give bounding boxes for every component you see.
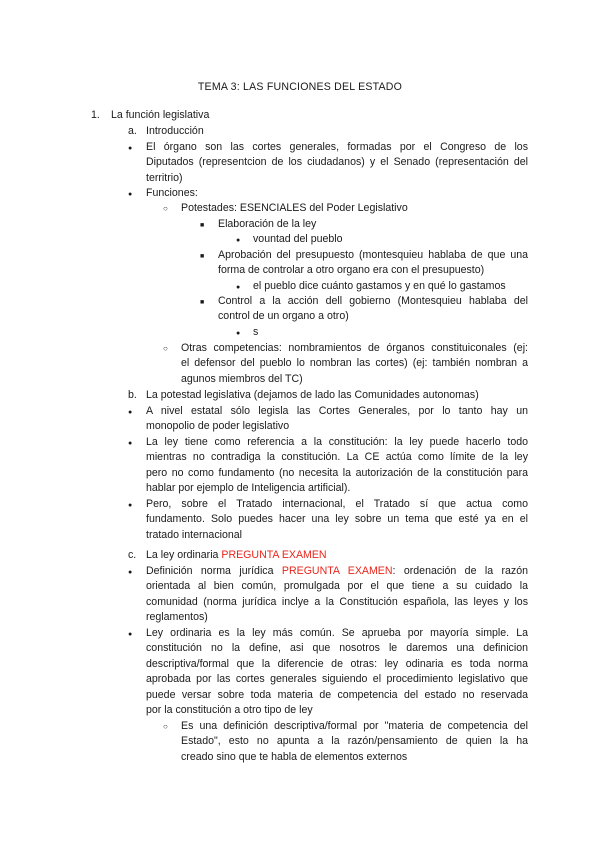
bullet-icon	[128, 140, 132, 156]
list-letter: c.	[128, 549, 137, 561]
list-item: el pueblo dice cuánto gastamos y en qué lo gastamos	[253, 280, 506, 292]
list-item: Elaboración de la ley	[218, 218, 317, 230]
paragraph: Es una definición descriptiva/formal por "materia de competencia del Estado", esto no apunta a la razón/pensamiento de quien la ha creado sino que te habla de elementos externos	[181, 720, 528, 763]
subsection-heading: La ley ordinaria PREGUNTA EXAMEN	[146, 549, 327, 561]
circle-bullet-icon	[163, 719, 168, 734]
circle-bullet-icon	[163, 341, 168, 356]
paragraph: La ley tiene como referencia a la constitución: la ley puede hacerlo todo mientras no contradiga la constitución. La CE actúa como límite de la ley pero no como fundamento (no necesita la autorización de la constitución para hablar por ejemplo de Inteligencia artificial).	[146, 436, 528, 495]
square-bullet-icon	[200, 294, 204, 310]
subsection-heading: La potestad legislativa (dejamos de lado las Comunidades autonomas)	[146, 389, 479, 401]
square-bullet-icon	[200, 217, 204, 233]
exam-tag: PREGUNTA EXAMEN	[221, 549, 327, 561]
paragraph: Pero, sobre el Tratado internacional, el Tratado sí que actua como fundamento. Solo puedes hacer una ley sobre un tema que esté ya en el tratado internacional	[146, 498, 528, 541]
bullet-icon	[128, 435, 132, 451]
bullet-icon	[128, 404, 132, 420]
paragraph: Definición norma jurídica PREGUNTA EXAMEN: ordenación de la razón orientada al bien común, promulgada por el que tiene a su cuidado la comunidad (norma jurídica inclye a la Constitución española, las leyes y los reglamentos)	[146, 565, 529, 624]
paragraph: Ley ordinaria es la ley más común. Se aprueba por mayoría simple. La constitución no la define, asi que nosotros le daremos una definicion descriptiva/formal que la diferencie de otras: ley odinaria es toda norma aprobada por las cortes generales siguiendo el procedimiento legislativo que puede versar sobre toda materia de competencia del estado no reservada por la constitución a otro tipo de ley	[146, 627, 528, 717]
square-bullet-icon	[200, 248, 204, 264]
bullet-icon	[128, 497, 132, 513]
bullet-icon	[236, 325, 240, 341]
bullet-icon	[128, 626, 132, 642]
list-number: 1.	[91, 109, 100, 121]
bullet-icon	[128, 186, 132, 202]
exam-tag: PREGUNTA EXAMEN	[281, 565, 393, 577]
bullet-icon	[236, 279, 240, 295]
list-item: s	[253, 326, 259, 338]
bullet-icon	[128, 564, 132, 580]
paragraph: Otras competencias: nombramientos de órganos constituiconales (ej: el defensor del pueblo lo nombran las cortes) (ej: también nombran a agunos miembros del TC)	[181, 342, 528, 385]
list-item: Funciones:	[146, 187, 198, 199]
paragraph: Aprobación del presupuesto (montesquieu hablaba de que una forma de controlar a otro organo era con el presupuesto)	[218, 249, 528, 277]
subsection-heading: Introducción	[146, 125, 204, 137]
list-letter: b.	[128, 389, 137, 401]
list-letter: a.	[128, 125, 137, 137]
paragraph: Control a la acción dell gobierno (Montesquieu hablaba del control de un organo a otro)	[218, 295, 528, 323]
list-item: Potestades: ESENCIALES del Poder Legislativo	[181, 202, 408, 214]
section-heading: La función legislativa	[111, 109, 210, 121]
list-item: vountad del pueblo	[253, 233, 343, 245]
paragraph: El órgano son las cortes generales, formadas por el Congreso de los Diputados (representcion de los ciudadanos) y el Senado (representación del territrio)	[146, 141, 528, 184]
bullet-icon	[236, 232, 240, 248]
page-title: TEMA 3: LAS FUNCIONES DEL ESTADO	[197, 81, 403, 93]
paragraph: A nivel estatal sólo legisla las Cortes Generales, por lo tanto hay un monopolio de poder legislativo	[146, 405, 528, 433]
circle-bullet-icon	[163, 201, 168, 216]
